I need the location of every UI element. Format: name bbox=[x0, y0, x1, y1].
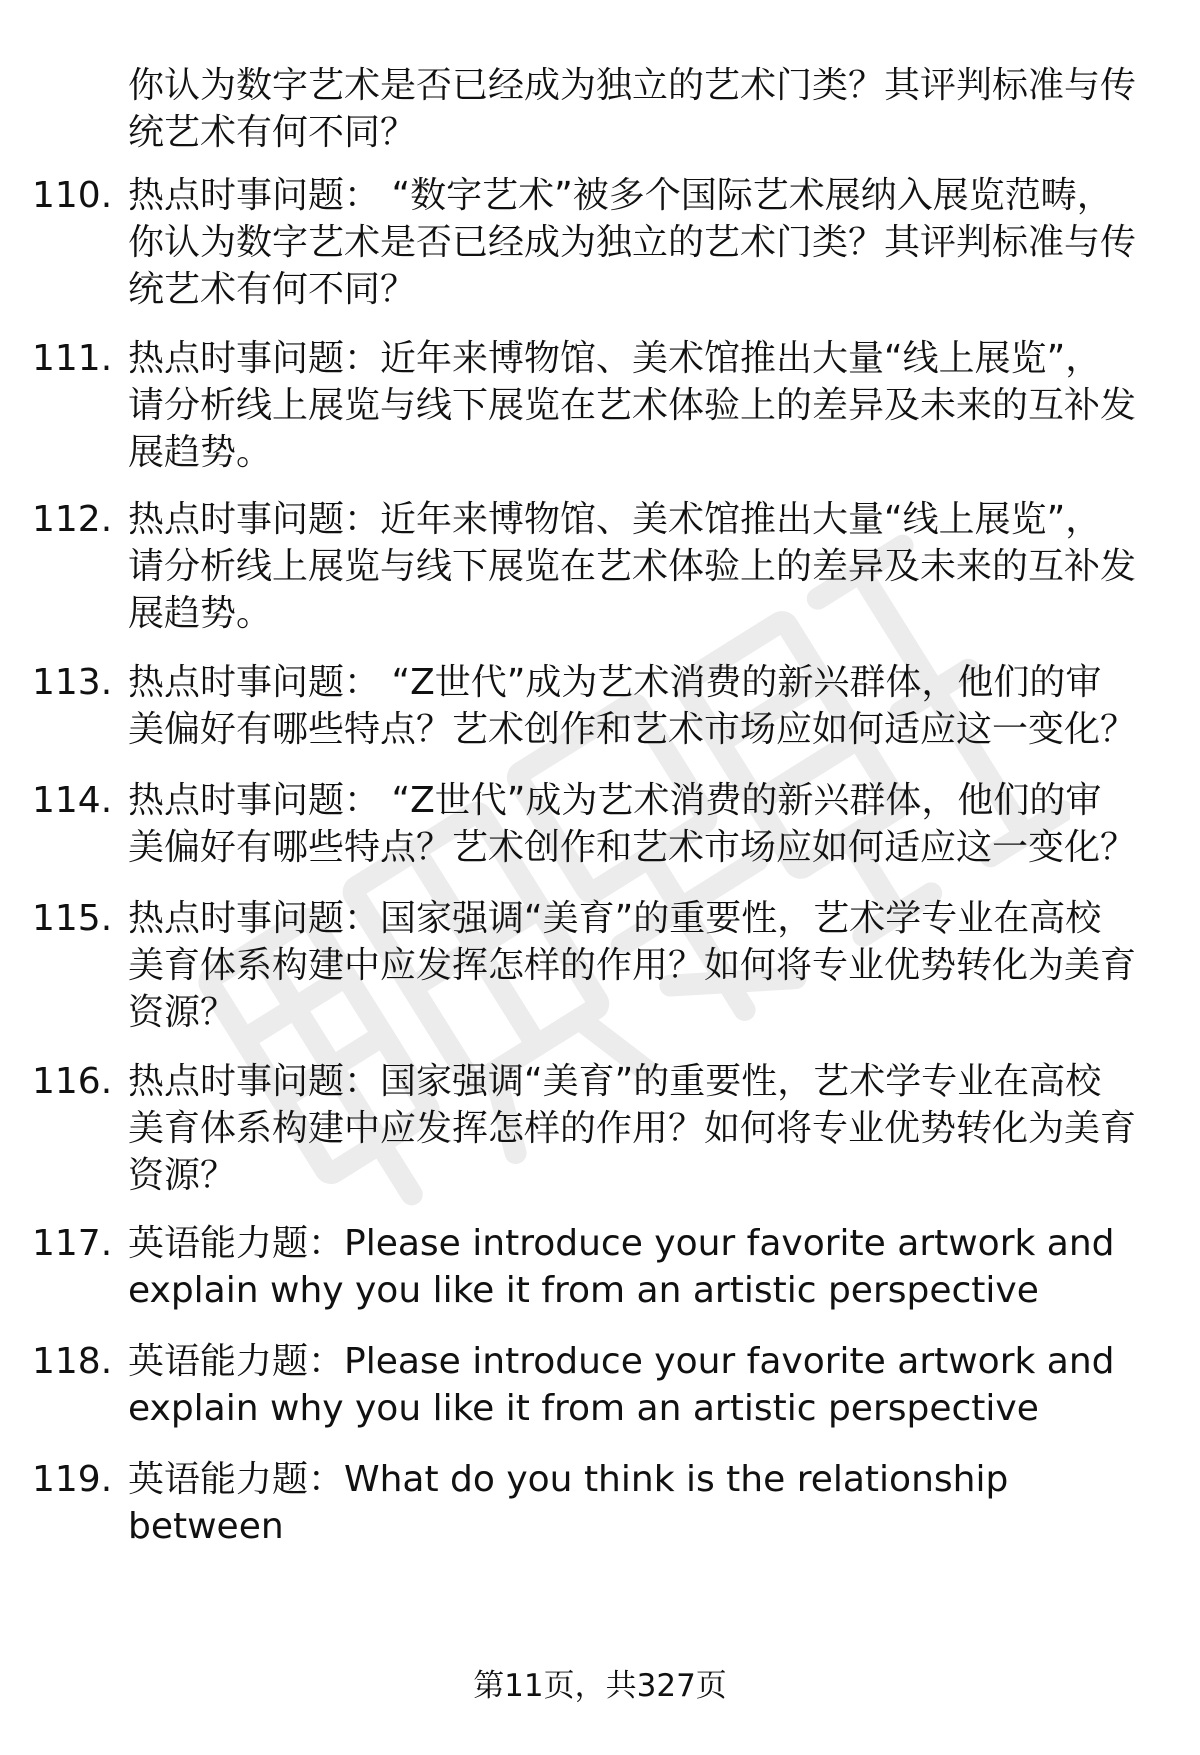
question-text: 热点时事问题：国家强调“美育”的重要性，艺术学专业在高校 美育体系构建中应发挥怎样的作用？如何将专业优势转化为美育 资源？ bbox=[128, 1061, 1137, 1196]
question-number: 116. bbox=[32, 1061, 113, 1102]
page-footer: 第11页，共327页 bbox=[473, 1668, 727, 1704]
question-number: 111. bbox=[32, 338, 113, 379]
question-number: 110. bbox=[32, 175, 113, 216]
question-number: 117. bbox=[32, 1223, 113, 1264]
question-number: 118. bbox=[32, 1341, 113, 1382]
question-text: 热点时事问题：国家强调“美育”的重要性，艺术学专业在高校 美育体系构建中应发挥怎样的作用？如何将专业优势转化为美育 资源？ bbox=[128, 898, 1137, 1033]
question-number: 114. bbox=[32, 780, 113, 821]
question-number: 112. bbox=[32, 499, 113, 540]
question-text: 英语能力题：What do you think is the relationship between bbox=[128, 1459, 1009, 1547]
question-number: 115. bbox=[32, 898, 113, 939]
question-number: 113. bbox=[32, 662, 113, 703]
question-text: 热点时事问题：近年来博物馆、美术馆推出大量“线上展览”， 请分析线上展览与线下展览在艺术体验上的差异及未来的互补发 展趋势。 bbox=[128, 499, 1137, 634]
question-text: 英语能力题：Please introduce your favorite artwork and explain why you like it from an artistic perspective bbox=[128, 1223, 1115, 1311]
continued-question-text: 你认为数字艺术是否已经成为独立的艺术门类？其评判标准与传 统艺术有何不同？ bbox=[128, 65, 1137, 153]
question-text: 热点时事问题： “Z世代”成为艺术消费的新兴群体，他们的审 美偏好有哪些特点？艺术创作和艺术市场应如何适应这一变化？ bbox=[128, 780, 1137, 868]
question-text: 热点时事问题： “数字艺术”被多个国际艺术展纳入展览范畴， 你认为数字艺术是否已经成为独立的艺术门类？其评判标准与传 统艺术有何不同？ bbox=[128, 175, 1137, 310]
question-number: 119. bbox=[32, 1459, 113, 1500]
question-text: 英语能力题：Please introduce your favorite artwork and explain why you like it from an artistic perspective bbox=[128, 1341, 1115, 1429]
question-text: 热点时事问题：近年来博物馆、美术馆推出大量“线上展览”， 请分析线上展览与线下展览在艺术体验上的差异及未来的互补发 展趋势。 bbox=[128, 338, 1137, 473]
question-text: 热点时事问题： “Z世代”成为艺术消费的新兴群体，他们的审 美偏好有哪些特点？艺术创作和艺术市场应如何适应这一变化？ bbox=[128, 662, 1137, 750]
